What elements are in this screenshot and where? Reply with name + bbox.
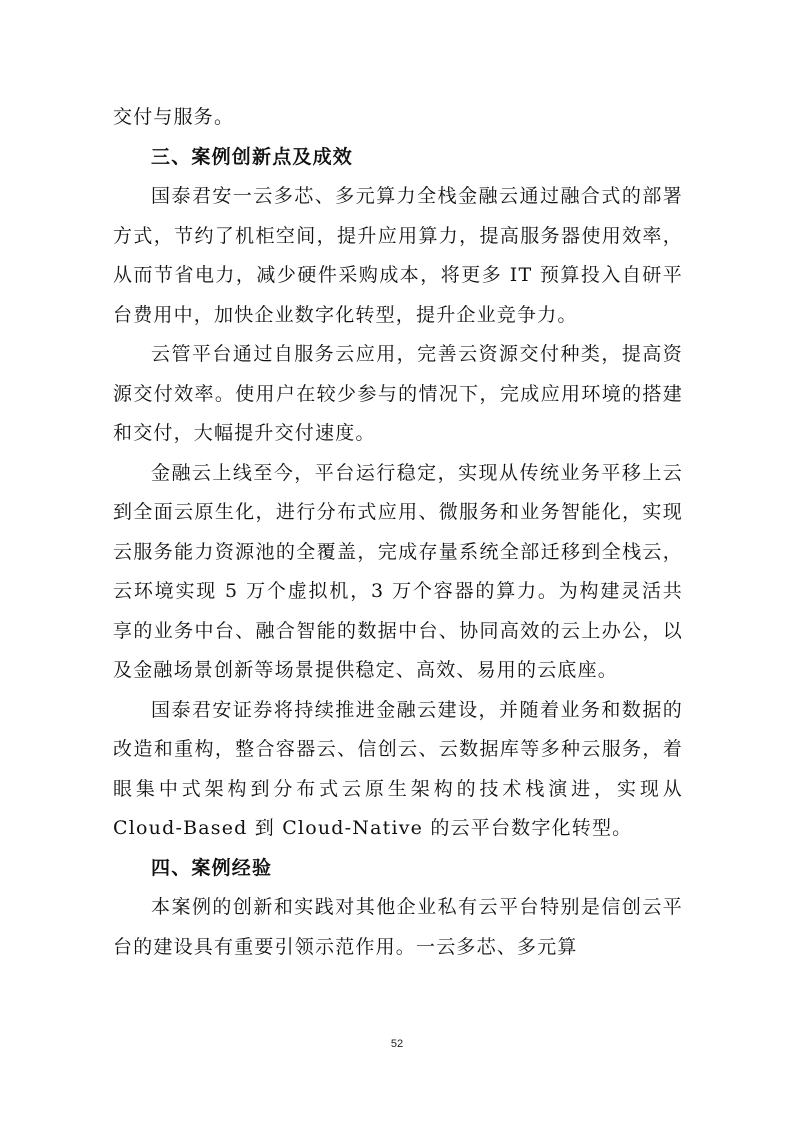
paragraph-future-plans: 国泰君安证券将持续推进金融云建设，并随着业务和数据的改造和重构，整合容器云、信创云、云数据库等多种云服务，着眼集中式架构到分布式云原生架构的技术栈演进，实现从 Cloud-Based 到 Cloud-Native 的云平台数字化转型。 [113, 698, 683, 839]
section-heading-experience: 四、案例经验 [151, 856, 273, 879]
paragraph-platform-results: 金融云上线至今，平台运行稳定，实现从传统业务平移上云到全面云原生化，进行分布式应用、微服务和业务智能化，实现云服务能力资源池的全覆盖，完成存量系统全部迁移到全栈云，云环境实现 5 万个虚拟机，3 万个容器的算力。为构建灵活共享的业务中台、融合智能的数据中台、协同高效的云上办公，以及金融场景创新等场景提供稳定、高效、易用的云底座。 [113, 461, 683, 681]
paragraph-experience: 本案例的创新和实践对其他企业私有云平台特别是信创云平台的建设具有重要引领示范作用。一云多芯、多元算 [113, 896, 683, 958]
paragraph-cost-savings: 国泰君安一云多芯、多元算力全栈金融云通过融合式的部署方式，节约了机柜空间，提升应用算力，提高服务器使用效率，从而节省电力，减少硬件采购成本，将更多 IT 预算投入自研平台费用中，加快企业数字化转型，提升企业竞争力。 [113, 185, 683, 326]
page-number: 52 [390, 1038, 404, 1050]
paragraph-cloud-management: 云管平台通过自服务云应用，完善云资源交付种类，提高资源交付效率。使用户在较少参与的情况下，完成应用环境的搭建和交付，大幅提升交付速度。 [113, 343, 683, 444]
paragraph-continuation: 交付与服务。 [113, 106, 235, 128]
section-heading-innovation: 三、案例创新点及成效 [151, 145, 354, 168]
document-body [113, 98, 683, 967]
